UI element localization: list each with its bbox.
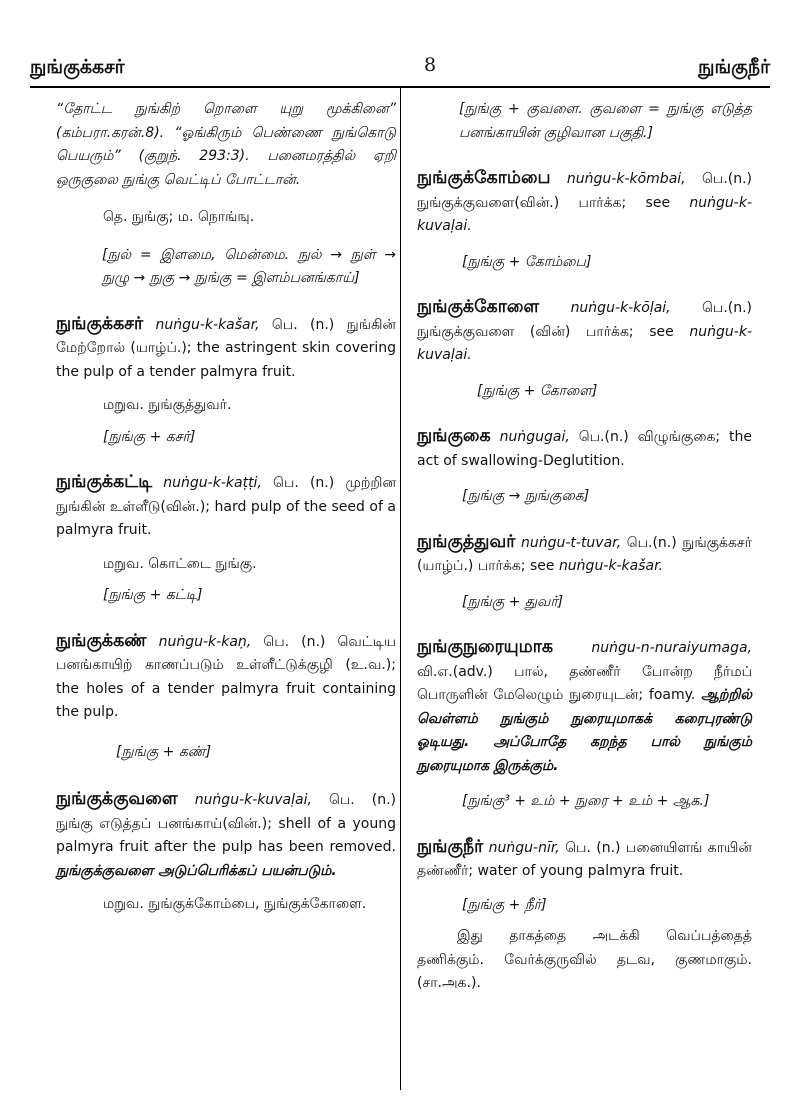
- definition: நுங்குக்குவளை (வின்) பார்க்க; see: [417, 323, 674, 340]
- transliteration: nuṅgu-k-kaṇ,: [158, 633, 252, 650]
- etymology: [நுங்கு + நீர்]: [462, 896, 547, 913]
- transliteration: nuṅgu-k-kašar,: [155, 316, 260, 333]
- headword: நுங்குக்கசர்: [56, 313, 144, 334]
- etymology: [நுல் = இளமை, மென்மை. நுல் → நுள் → நுழு → நுகு → நுங்கு = இளம்பனங்காய்]: [102, 246, 396, 286]
- definition: விழுங்குகை; the act of swallowing-Deglutition.: [417, 429, 753, 469]
- part-of-speech: பெ. (n.): [273, 475, 335, 491]
- etymology: [நுங்கு³ + உம் + நுரை + உம் + ஆக.]: [462, 793, 710, 809]
- headword: நுங்குக்கண்: [56, 630, 147, 651]
- part-of-speech: பெ.(n.): [701, 300, 752, 316]
- part-of-speech: பெ.(n.): [578, 429, 629, 445]
- entry: [417, 836, 752, 996]
- part-of-speech: பெ. (n.): [328, 792, 397, 808]
- entry: [417, 167, 752, 274]
- etymology: [நுங்கு + கோம்பை]: [462, 253, 592, 270]
- entry: [417, 531, 752, 615]
- entry: [417, 296, 752, 403]
- headword: நுங்குக்கோம்பை: [417, 168, 551, 188]
- transliteration: nuṅgu-n-nuraiyumaga,: [591, 640, 752, 656]
- right-column: [417, 98, 752, 996]
- entry: [56, 313, 396, 450]
- headword: நுங்குத்துவர்: [417, 531, 516, 552]
- entry: [56, 471, 396, 608]
- etymology: [நுங்கு → நுங்குகை]: [462, 488, 590, 504]
- cognates: தெ. நுங்கு; ம. நொங்ஙு.: [103, 209, 255, 225]
- part-of-speech: வி.எ.(adv.): [417, 663, 493, 680]
- part-of-speech: பெ. (n.): [565, 839, 621, 856]
- part-of-speech: பெ. (n.): [271, 316, 335, 333]
- transliteration: nuṅgugai,: [499, 429, 570, 445]
- cross-reference: nuṅgu-k-kuvaḷai.: [417, 323, 752, 363]
- headword: நுங்குநீர்: [417, 836, 484, 857]
- etymology: [நுங்கு + குவளை. குவளை = நுங்கு எடுத்த பனங்காயின் குழிவான பகுதி.]: [459, 101, 752, 141]
- quotation: “தோட்ட நுங்கிற் றொளை யுறு மூக்கினை” (கம்பரா.கரன்.8). “ஓங்கிரும் பெண்ணை நுங்கொடு பெயரும்” (குறுந். 293:3). பனைமரத்தில் ஏறி ஒருகுலை நுங்கு வெட்டிப் போட்டான்.: [56, 101, 396, 188]
- transliteration: nuṅgu-k-kōḷai,: [570, 300, 671, 316]
- transliteration: nuṅgu-k-kaṭṭi,: [163, 475, 262, 491]
- etymology: [நுங்கு + கட்டி]: [103, 587, 203, 603]
- etymology: [நுங்கு + கண்]: [116, 743, 212, 760]
- etymology: [நுங்கு + கோளை]: [477, 382, 598, 399]
- synonyms: மறுவ. கொட்டை நுங்கு.: [103, 555, 257, 572]
- definition: முற்றின நுங்கின் உள்ளீடு(வின்.); hard pulp of the seed of a palmyra fruit.: [56, 475, 397, 538]
- header-left-guideword: நுங்குக்கசர்: [30, 56, 125, 78]
- definition: நுங்கின் மேற்றோல் (யாழ்ப்.); the astringent skin covering the pulp of a tender palmyra fruit.: [56, 316, 397, 380]
- transliteration: nuṅgu-k-kuvaḷai,: [194, 792, 312, 808]
- column-divider: [400, 88, 401, 1090]
- entry: [56, 788, 396, 917]
- cross-reference: nuṅgu-k-kuvaḷai.: [417, 194, 752, 234]
- definition: பனையிளங் காயின் தண்ணீர்; water of young palmyra fruit.: [417, 839, 752, 879]
- header-right-guideword: நுங்குநீர்: [698, 56, 770, 78]
- part-of-speech: பெ. (n.): [263, 633, 326, 650]
- left-column: [56, 98, 396, 917]
- usage-note: இது தாகத்தை அடக்கி வெப்பத்தைத் தணிக்கும். வேர்க்குருவில் தடவ, குணமாகும். (சா.அக.).: [417, 928, 752, 991]
- page-header: [30, 52, 770, 86]
- cross-reference: nuṅgu-k-kašar.: [558, 558, 664, 574]
- entry: [417, 636, 752, 814]
- headword: நுங்குக்கோளை: [417, 297, 540, 317]
- entry: [417, 425, 752, 509]
- definition: பால், தண்ணீர் போன்ற நீர்மப் பொருளின் மேலெழும் நுரையுடன்; foamy.: [417, 663, 753, 703]
- definition: நுங்குக்கசர் (யாழ்ப்.) பார்க்க; see: [417, 534, 752, 574]
- headword: நுங்குக்குவளை: [56, 789, 178, 809]
- page-number: 8: [423, 54, 437, 76]
- synonyms: மறுவ. நுங்குத்துவர்.: [103, 397, 232, 413]
- entry: [56, 630, 396, 765]
- transliteration: nuṅgu-t-tuvar,: [520, 534, 622, 551]
- definition: வெட்டிய பனங்காயிற் காணப்படும் உள்ளீட்டுக்குழி (உ.வ.); the holes of a tender palmyra fruit containing the pulp.: [56, 633, 397, 720]
- etymology: [நுங்கு + துவர்]: [462, 593, 564, 610]
- part-of-speech: பெ.(n.): [626, 534, 677, 551]
- headword: நுங்குநுரையுமாக: [417, 637, 554, 657]
- headword: நுங்குக்கட்டி: [56, 472, 153, 492]
- headword: நுங்குகை: [417, 426, 491, 446]
- definition: நுங்குக்குவளை(வின்.) பார்க்க; see: [417, 194, 671, 211]
- usage-example: ஆற்றில் வெள்ளம் நுங்கும் நுரையுமாகக் கரைபுரண்டு ஓடியது. அப்போதே கறந்த பால் நுங்கும் நுரையுமாக இருக்கும்.: [417, 687, 753, 774]
- part-of-speech: பெ.(n.): [702, 171, 753, 187]
- usage-example: நுங்குக்குவளை அடுப்பெரிக்கப் பயன்படும்.: [56, 862, 337, 879]
- transliteration: nuṅgu-k-kōmbai,: [566, 171, 686, 187]
- definition: நுங்கு எடுத்தப் பனங்காய்(வின்.); shell of a young palmyra fruit after the pulp has been removed.: [56, 815, 396, 855]
- etymology: [நுங்கு + கசர்]: [103, 428, 196, 445]
- synonyms: மறுவ. நுங்குக்கோம்பை, நுங்குக்கோளை.: [103, 896, 367, 912]
- transliteration: nuṅgu-nīr,: [488, 839, 560, 856]
